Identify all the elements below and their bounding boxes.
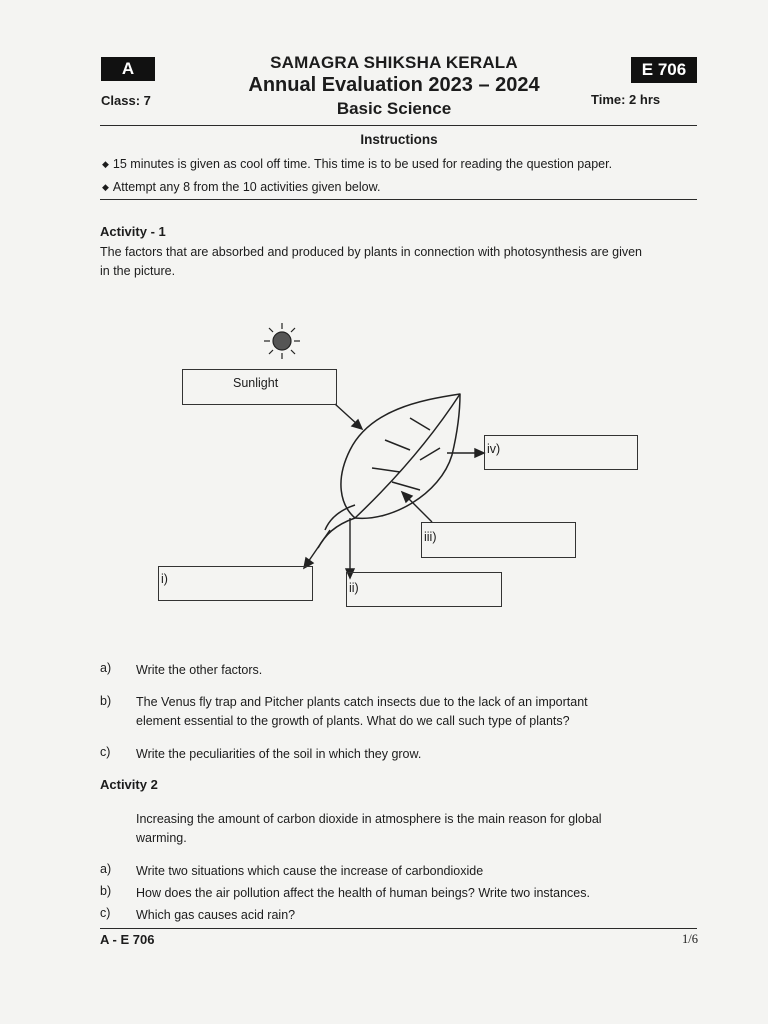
organization-name: SAMAGRA SHIKSHA KERALA [270, 53, 518, 72]
footer-divider [100, 928, 697, 929]
instruction-item: ◆ Attempt any 8 from the 10 activities given below. [102, 178, 380, 198]
exam-title: Annual Evaluation 2023 – 2024 [248, 74, 540, 96]
question-label: c) [100, 745, 111, 759]
answer-box-i [158, 566, 313, 601]
time-label: Time: 2 hrs [591, 92, 661, 107]
question-text: Which gas causes acid rain? [136, 908, 296, 922]
activity-2-prompt: Increasing the amount of carbon dioxide in atmosphere is the main reason for global [136, 812, 602, 826]
label-iii: iii) [424, 530, 437, 544]
label-ii: ii) [349, 581, 359, 595]
question-label: b) [100, 694, 112, 708]
answer-box-iv [484, 435, 638, 470]
activity-1-title: Activity - 1 [100, 224, 166, 239]
question-text: How does the air pollution affect the health of human beings? Write two instances. [136, 886, 590, 900]
question-text: The Venus fly trap and Pitcher plants catch insects due to the lack of an important [136, 695, 588, 709]
sun-icon [264, 323, 300, 359]
page-number: 1/6 [682, 932, 698, 946]
header-divider [100, 125, 697, 126]
instruction-item: ◆ 15 minutes is given as cool off time. This time is to be used for reading the question paper. [102, 155, 612, 175]
question-label: c) [100, 906, 111, 920]
answer-box-ii [346, 572, 502, 607]
instructions-title: Instructions [360, 132, 438, 147]
activity-1-prompt-cont: in the picture. [100, 264, 176, 278]
paper-code-badge: E 706 [631, 57, 697, 83]
question-label: a) [100, 661, 112, 675]
subject-title: Basic Science [336, 99, 452, 118]
label-i: i) [161, 572, 168, 586]
label-iv: iv) [487, 442, 501, 456]
class-label: Class: 7 [101, 93, 151, 108]
answer-box-iii [421, 522, 576, 558]
question-text-cont: element essential to the growth of plants. What do we call such type of plants? [136, 714, 570, 728]
question-text: Write the peculiarities of the soil in which they grow. [136, 747, 422, 761]
activity-2-title: Activity 2 [100, 777, 158, 792]
question-text: Write the other factors. [136, 663, 263, 677]
question-label: b) [100, 884, 112, 898]
activity-2-prompt-cont: warming. [136, 831, 187, 845]
sunlight-label: Sunlight [233, 376, 279, 390]
footer-code: A - E 706 [100, 932, 155, 947]
question-label: a) [100, 862, 112, 876]
set-code-badge: A [101, 57, 155, 81]
sunlight-box [182, 369, 337, 405]
activity-1-prompt: The factors that are absorbed and produced by plants in connection with photosynthesis are given [100, 245, 643, 259]
question-text: Write two situations which cause the increase of carbondioxide [136, 864, 484, 878]
instructions-divider [100, 199, 697, 200]
